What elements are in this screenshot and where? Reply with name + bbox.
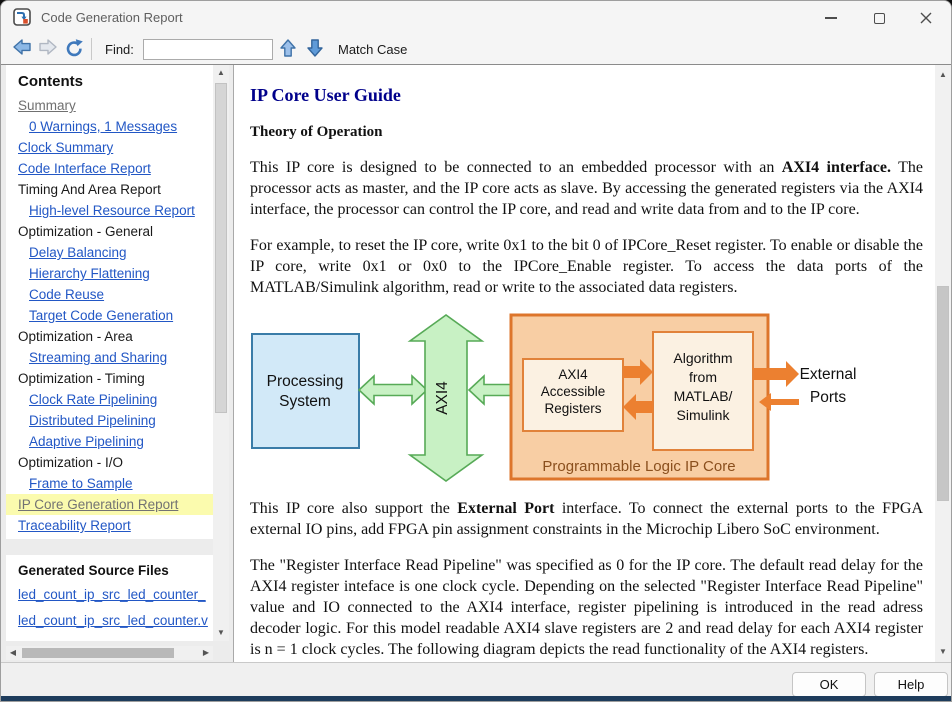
sidebar-item-streaming-and-sharing[interactable]: Streaming and Sharing bbox=[29, 350, 168, 365]
minimize-button[interactable] bbox=[822, 9, 840, 27]
svg-text:Ports: Ports bbox=[809, 389, 847, 406]
maximize-icon bbox=[874, 13, 885, 24]
paragraph-theory-2: For example, to reset the IP core, write 0x1 to the bit 0 of IPCore_Reset register. To enable or disable the IP core, write 0x1 or 0x0 to the IPCore_Enable register. To access the data ports of the MATLAB/Simulink algorithm, read or write to the associated data registers. bbox=[250, 237, 923, 296]
help-button[interactable]: Help bbox=[874, 672, 948, 697]
sidebar-item-delay-balancing[interactable]: Delay Balancing bbox=[29, 245, 127, 260]
up-arrow-icon bbox=[280, 39, 296, 57]
scroll-left-icon[interactable]: ◀ bbox=[9, 648, 17, 657]
svg-text:Simulink: Simulink bbox=[676, 407, 730, 423]
sidebar-item-adaptive-pipelining[interactable]: Adaptive Pipelining bbox=[29, 434, 144, 449]
sidebar-item-code-reuse[interactable]: Code Reuse bbox=[29, 287, 105, 302]
main-vertical-scrollbar[interactable] bbox=[935, 65, 951, 662]
sidebar-vertical-scrollbar[interactable] bbox=[213, 65, 229, 641]
ip-core-diagram bbox=[250, 313, 923, 490]
sidebar-item-frame-to-sample[interactable]: Frame to Sample bbox=[29, 476, 133, 491]
sidebar-section-optimization-io: Optimization - I/O bbox=[18, 455, 124, 470]
generated-files-title: Generated Source Files bbox=[18, 563, 169, 578]
contents-panel bbox=[6, 65, 213, 539]
sidebar-item-clock-rate-pipelining[interactable]: Clock Rate Pipelining bbox=[29, 392, 158, 407]
back-button[interactable] bbox=[12, 39, 34, 59]
scroll-up-icon[interactable]: ▲ bbox=[939, 70, 947, 79]
svg-text:Accessible: Accessible bbox=[540, 384, 606, 399]
generated-files-panel bbox=[6, 555, 213, 641]
refresh-icon bbox=[63, 38, 83, 58]
scroll-down-icon[interactable]: ▼ bbox=[217, 628, 225, 637]
svg-text:Processing: Processing bbox=[266, 373, 344, 390]
title-bar bbox=[1, 1, 951, 34]
find-previous-button[interactable] bbox=[280, 39, 302, 59]
find-next-button[interactable] bbox=[307, 39, 329, 59]
sidebar-section-optimization-general: Optimization - General bbox=[18, 224, 154, 239]
generated-file-link[interactable]: led_count_ip_src_led_counter.v bbox=[18, 613, 208, 628]
sidebar-item-hierarchy-flattening[interactable]: Hierarchy Flattening bbox=[29, 266, 150, 281]
external-ports-label: External bbox=[799, 366, 857, 383]
refresh-button[interactable] bbox=[63, 38, 85, 58]
forward-button[interactable] bbox=[38, 39, 60, 59]
scroll-up-icon[interactable]: ▲ bbox=[217, 68, 225, 77]
svg-text:System: System bbox=[279, 393, 331, 410]
scroll-right-icon[interactable]: ▶ bbox=[202, 648, 210, 657]
report-app-icon bbox=[13, 8, 31, 26]
sidebar-hscrollbar-thumb[interactable] bbox=[22, 648, 174, 658]
generated-file-link[interactable]: led_count_ip_src_led_counter_ bbox=[18, 587, 206, 602]
sidebar-section-optimization-timing: Optimization - Timing bbox=[18, 371, 145, 386]
toolbar-separator bbox=[91, 38, 92, 60]
svg-text:from: from bbox=[689, 369, 717, 385]
contents-title: Contents bbox=[18, 73, 83, 90]
axi4-link-arrow-left bbox=[359, 376, 427, 404]
sidebar-item-distributed-pipelining[interactable]: Distributed Pipelining bbox=[29, 413, 156, 428]
find-input[interactable] bbox=[143, 39, 273, 60]
paragraph-read-pipeline: The "Register Interface Read Pipeline" was specified as 0 for the IP core. The default read delay for the AXI4 register inteface is one clock cycle. Depending on the selected "Register Interface Read Pipeline" value and IO connected to the AXI4 interface, register pipelining is introduced in the read adress decoder logic. For this model readable AXI4 slave registers are 2 and read delay for each AXI4 register is n = 1 clock cycles. The following diagram depicts the read functionality of the AXI4 registers. bbox=[250, 557, 923, 658]
svg-text:Algorithm: Algorithm bbox=[673, 350, 733, 366]
minimize-icon bbox=[825, 17, 837, 19]
svg-text:AXI4: AXI4 bbox=[434, 381, 451, 415]
find-toolbar bbox=[1, 34, 951, 64]
sidebar-item-code-interface-report[interactable]: Code Interface Report bbox=[18, 161, 151, 176]
sidebar-item-ip-core-generation-report[interactable]: IP Core Generation Report bbox=[6, 494, 213, 515]
paragraph-theory-1: This IP core is designed to be connected to an embedded processor with an AXI4 interface. The processor acts as master, and the IP core acts as slave. By accessing the generated registers via the AXI4 interface, the processor can control the IP core, and read and write data from and to the IP core. bbox=[250, 159, 923, 218]
sidebar-item-summary[interactable]: Summary bbox=[18, 98, 76, 113]
down-arrow-icon bbox=[307, 39, 323, 57]
paragraph-external-port: This IP core also support the External Port interface. To connect the external ports to the FPGA external IO pins, add FPGA pin assignment constraints in the Microchip Libero SoC environment. bbox=[250, 500, 924, 538]
sidebar-item-warnings-messages[interactable]: 0 Warnings, 1 Messages bbox=[29, 119, 178, 134]
maximize-button[interactable] bbox=[870, 9, 888, 27]
scroll-down-icon[interactable]: ▼ bbox=[939, 647, 947, 656]
sidebar-item-high-level-resource-report[interactable]: High-level Resource Report bbox=[29, 203, 195, 218]
sidebar-item-traceability-report[interactable]: Traceability Report bbox=[18, 518, 131, 533]
footer-bar bbox=[1, 662, 951, 696]
sidebar-horizontal-scrollbar[interactable] bbox=[6, 646, 213, 660]
close-icon bbox=[920, 12, 932, 24]
svg-text:Programmable Logic IP Core: Programmable Logic IP Core bbox=[542, 458, 736, 475]
report-content bbox=[233, 65, 935, 662]
ok-button[interactable]: OK bbox=[792, 672, 866, 697]
close-button[interactable] bbox=[917, 9, 935, 27]
window-title: Code Generation Report bbox=[41, 10, 183, 25]
svg-text:AXI4: AXI4 bbox=[558, 367, 588, 382]
svg-text:MATLAB/: MATLAB/ bbox=[673, 388, 733, 404]
sidebar-scrollbar-thumb[interactable] bbox=[215, 83, 227, 413]
svg-text:Registers: Registers bbox=[544, 401, 602, 416]
sidebar-item-clock-summary[interactable]: Clock Summary bbox=[18, 140, 114, 155]
main-scrollbar-thumb[interactable] bbox=[937, 286, 949, 501]
forward-arrow-icon bbox=[38, 39, 58, 55]
match-case-toggle[interactable]: Match Case bbox=[338, 42, 408, 57]
sidebar-section-timing-and-area: Timing And Area Report bbox=[18, 182, 161, 197]
processing-system-box bbox=[252, 334, 359, 448]
sidebar-section-optimization-area: Optimization - Area bbox=[18, 329, 133, 344]
find-label: Find: bbox=[105, 42, 134, 57]
page-title: IP Core User Guide bbox=[250, 85, 401, 105]
sidebar-item-target-code-generation[interactable]: Target Code Generation bbox=[29, 308, 174, 323]
back-arrow-icon bbox=[12, 39, 32, 55]
window-bottom-edge bbox=[1, 696, 951, 701]
section-heading: Theory of Operation bbox=[250, 124, 383, 140]
